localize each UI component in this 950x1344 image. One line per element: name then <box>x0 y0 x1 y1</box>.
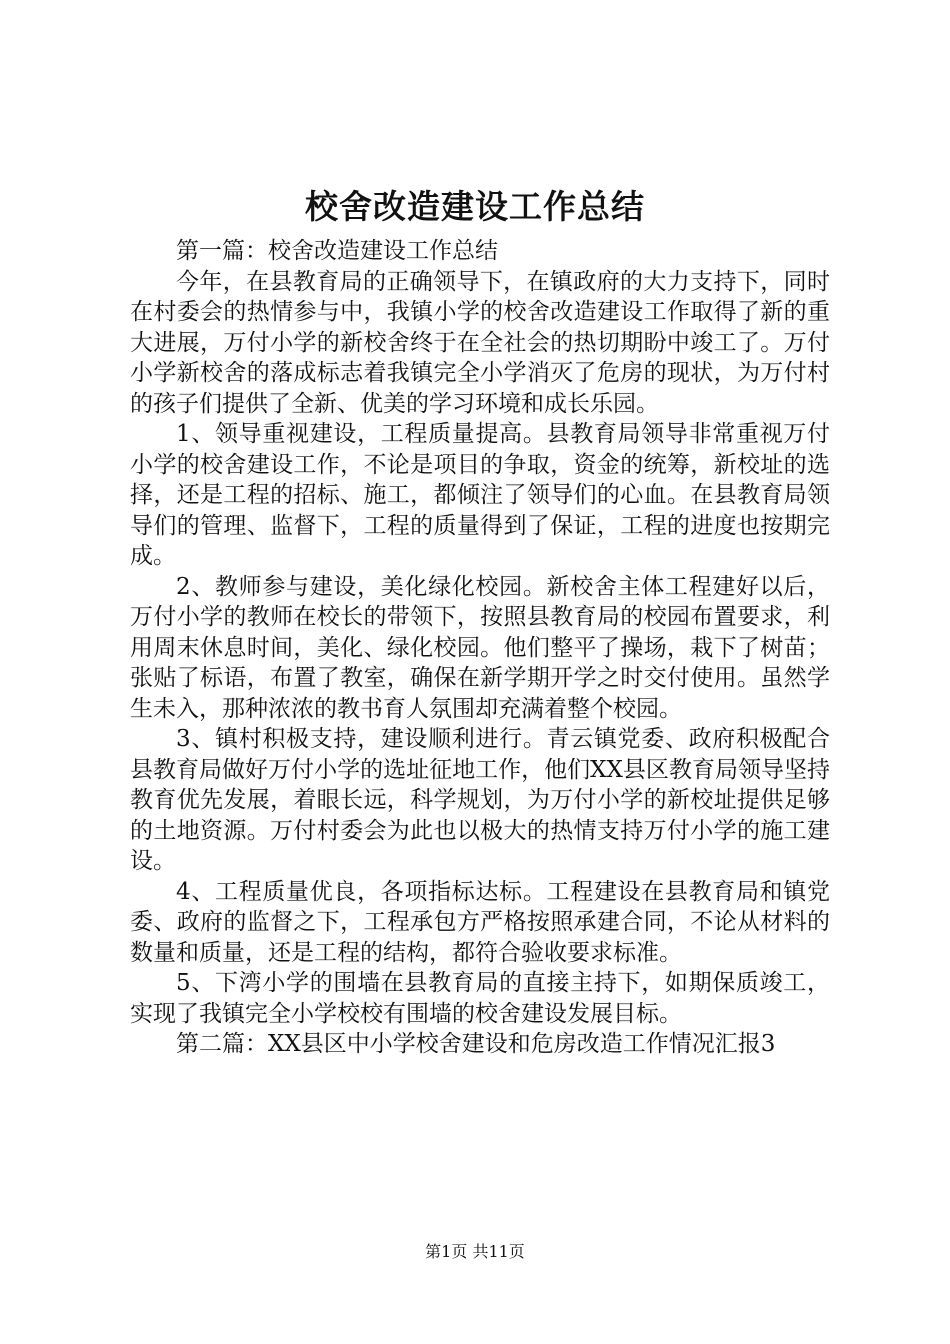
document-title: 校舍改造建设工作总结 <box>305 187 645 226</box>
section-heading-2: 第二篇：XX县区中小学校舍建设和危房改造工作情况汇报3 <box>176 1031 776 1057</box>
paragraph-point-1: 1、领导重视建设，工程质量提高。县教育局领导非常重视万付小学的校舍建设工作，不论是项目的争取，资金的统筹，新校址的选择，还是工程的招标、施工，都倾注了领导们的心血。在县教育局领导们的管理、监督下，工程的质量得到了保证，工程的进度也按期完成。 <box>130 421 830 569</box>
document-body <box>130 236 830 1060</box>
paragraph-point-4: 4、工程质量优良，各项指标达标。工程建设在县教育局和镇党委、政府的监督之下，工程承包方严格按照承建合同，不论从材料的数量和质量，还是工程的结构，都符合验收要求标准。 <box>130 878 830 966</box>
section-heading-1: 第一篇：校舍改造建设工作总结 <box>176 238 498 264</box>
paragraph-intro: 今年，在县教育局的正确领导下，在镇政府的大力支持下，同时在村委会的热情参与中，我镇小学的校舍改造建设工作取得了新的重大进展，万付小学的新校舍终于在全社会的热切期盼中竣工了。万付小学新校舍的落成标志着我镇完全小学消灭了危房的现状，为万付村的孩子们提供了全新、优美的学习环境和成长乐园。 <box>130 268 830 417</box>
page-number-footer: 第1页 共11页 <box>425 1242 525 1261</box>
paragraph-point-3: 3、镇村积极支持，建设顺利进行。青云镇党委、政府积极配合县教育局做好万付小学的选址征地工作，他们XX县区教育局领导坚持教育优先发展，着眼长远，科学规划，为万付小学的新校址提供足够的土地资源。万付村委会为此也以极大的热情支持万付小学的施工建设。 <box>130 726 830 874</box>
paragraph-point-2: 2、教师参与建设，美化绿化校园。新校舍主体工程建好以后，万付小学的教师在校长的带领下，按照县教育局的校园布置要求，利用周末休息时间，美化、绿化校园。他们整平了操场，栽下了树苗；张贴了标语，布置了教室，确保在新学期开学之时交付使用。虽然学生未入，那种浓浓的教书育人氛围却充满着整个校园。 <box>130 573 830 722</box>
paragraph-point-5: 5、下湾小学的围墙在县教育局的直接主持下，如期保质竣工，实现了我镇完全小学校校有围墙的校舍建设发展目标。 <box>130 970 830 1027</box>
